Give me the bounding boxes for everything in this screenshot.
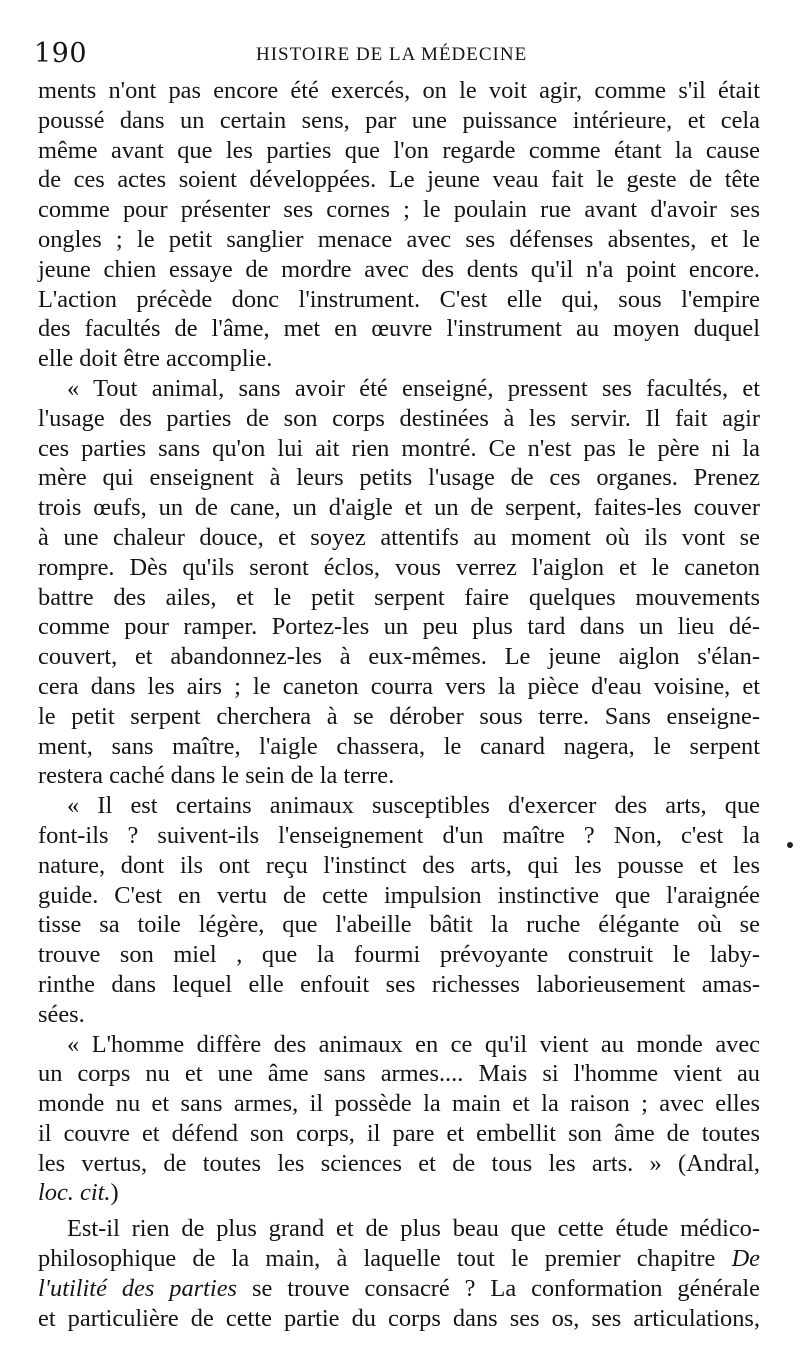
body-text	[38, 76, 760, 1333]
title-italic: l'utilité des parties	[38, 1274, 238, 1302]
text-line: l'usage des parties de son corps destinées à les servir. Il fait agir	[38, 404, 760, 432]
text-line: à une chaleur douce, et soyez attentifs au moment où ils vont se	[38, 523, 760, 551]
text-line: rompre. Dès qu'ils seront éclos, vous verrez l'aiglon et le caneton	[38, 553, 760, 581]
text-line: et particulière de cette partie du corps dans ses os, ses articulations,	[38, 1304, 760, 1332]
text-line: rinthe dans lequel elle enfouit ses richesses laborieusement amas-	[38, 970, 760, 998]
text-line: tisse sa toile légère, que l'abeille bâtit la ruche élégante où se	[38, 911, 760, 939]
text-segment: philosophique de la main, à laquelle tout le premier chapitre	[38, 1245, 716, 1273]
text-line: L'action précède donc l'instrument. C'est elle qui, sous l'empire	[38, 285, 760, 313]
text-line: le petit serpent cherchera à se dérober sous terre. Sans enseigne-	[38, 702, 760, 730]
text-line: il couvre et défend son corps, il pare et embellit son âme de toutes	[38, 1119, 760, 1147]
text-line	[38, 1178, 760, 1208]
paragraph	[38, 76, 760, 374]
text-line: nature, dont ils ont reçu l'instinct des arts, qui les pousse et les	[38, 851, 760, 879]
text-line: trouve son miel , que la fourmi prévoyante construit le laby-	[38, 941, 760, 969]
paragraph	[38, 1214, 760, 1333]
text-line: guide. C'est en vertu de cette impulsion instinctive que l'araignée	[38, 881, 760, 909]
text-segment: se trouve consacré ? La conformation générale	[237, 1274, 760, 1302]
paragraph	[38, 1030, 760, 1209]
paragraph	[38, 374, 760, 791]
text-line: trois œufs, un de cane, un d'aigle et un de serpent, faites-les couver	[38, 494, 760, 522]
text-line: mère qui enseignent à leurs petits l'usage de ces organes. Prenez	[38, 464, 760, 492]
text-line: battre des ailes, et le petit serpent faire quelques mouvements	[38, 583, 760, 611]
paragraph	[38, 791, 760, 1029]
text-line: un corps nu et une âme sans armes.... Mais si l'homme vient au	[38, 1060, 760, 1088]
text-line: couvert, et abandonnez-les à eux-mêmes. Le jeune aiglon s'élan-	[38, 643, 760, 671]
text-line: « Il est certains animaux susceptibles d'exercer des arts, que	[67, 792, 760, 820]
text-line: les vertus, de toutes les sciences et de tous les arts. » (Andral,	[38, 1149, 760, 1177]
text-line	[38, 1274, 760, 1304]
text-line: monde nu et sans armes, il possède la main et la raison ; avec elles	[38, 1090, 760, 1118]
text-line: ment, sans maître, l'aigle chassera, le canard nagera, le serpent	[38, 732, 760, 760]
text-line: comme pour ramper. Portez-les un peu plus tard dans un lieu dé-	[38, 613, 760, 641]
margin-mark	[787, 842, 793, 848]
running-title: HISTOIRE DE LA MÉDECINE	[256, 44, 528, 65]
text-line	[38, 1244, 760, 1274]
text-line: elle doit être accomplie.	[38, 345, 273, 373]
text-line: font-ils ? suivent-ils l'enseignement d'un maître ? Non, c'est la	[38, 821, 760, 849]
text-line: jeune chien essaye de mordre avec des dents qu'il n'a point encore.	[38, 255, 760, 283]
text-line: restera caché dans le sein de la terre.	[38, 762, 395, 790]
text-line: comme pour présenter ses cornes ; le poulain rue avant d'avoir ses	[38, 196, 760, 224]
text-line: cera dans les airs ; le caneton courra vers la pièce d'eau voisine, et	[38, 672, 760, 700]
text-line: Est-il rien de plus grand et de plus beau que cette étude médico-	[67, 1215, 760, 1243]
text-line: ces parties sans qu'on lui ait rien montré. Ce n'est pas le père ni la	[38, 434, 760, 462]
text-line: ongles ; le petit sanglier menace avec ses défenses absentes, et le	[38, 225, 760, 253]
page-header	[34, 38, 764, 74]
text-line: de ces actes soient développées. Le jeune veau fait le geste de tête	[38, 166, 760, 194]
page-number: 190	[34, 38, 88, 69]
title-italic: De	[731, 1245, 761, 1273]
citation-italic: loc. cit.	[38, 1179, 111, 1207]
text-line: poussé dans un certain sens, par une puissance intérieure, et cela	[38, 106, 760, 134]
text-line: des facultés de l'âme, met en œuvre l'instrument au moyen duquel	[38, 315, 760, 343]
text-line: sées.	[38, 1000, 85, 1028]
text-line: « L'homme diffère des animaux en ce qu'il vient au monde avec	[67, 1030, 760, 1058]
text-line: « Tout animal, sans avoir été enseigné, pressent ses facultés, et	[67, 374, 760, 402]
text-line: même avant que les parties que l'on regarde comme étant la cause	[38, 136, 760, 164]
text-line: ments n'ont pas encore été exercés, on le voit agir, comme s'il était	[38, 77, 760, 104]
citation-close: )	[110, 1179, 119, 1207]
